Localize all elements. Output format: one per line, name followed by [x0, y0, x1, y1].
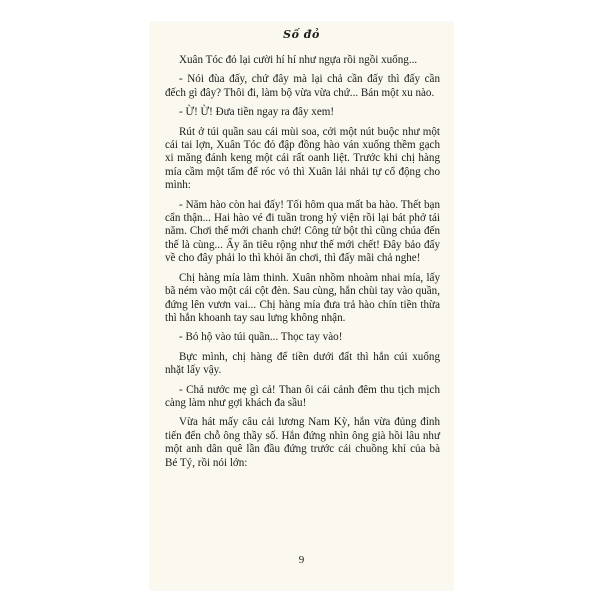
paragraph: Rút ở túi quần sau cái mùi soa, cởi một nút buộc như một cái tai lợn, Xuân Tóc đỏ đập đồng hào ván xuống thềm gạch xi măng đánh keng một cái rất oanh liệt. Trước khi chị hàng mía cầm một tấm để róc vỏ thì Xuân lải nhải tự cổ động cho mình:	[165, 125, 440, 192]
paragraph: - Nói đùa đấy, chứ đây mà lại chả cần đấy thì đấy cần đếch gì đây? Thôi đi, làm bộ vừa vừa chứ... Bán một xu nào.	[165, 73, 440, 99]
running-header: Số đỏ	[283, 28, 320, 41]
paragraph: Xuân Tóc đỏ lại cười hí hí như ngựa rồi ngồi xuống...	[179, 54, 418, 66]
paragraph: - Ừ! Ừ! Đưa tiền ngay ra đây xem!	[179, 106, 335, 119]
page-number: 9	[298, 554, 305, 566]
page-body	[165, 54, 440, 476]
book-page	[150, 22, 453, 590]
paragraph: - Chả nước mẹ gì cả! Than ôi cái cảnh đêm thu tịch mịch càng làm như gợi khách đa sầu!	[165, 383, 440, 409]
paragraph: Chị hàng mía làm thinh. Xuân nhồm nhoàm nhai mía, lấy bã ném vào một cái cột đèn. Sau cùng, hắn chùi tay vào quần, đứng lên vươn vai... Chị hàng mía đưa trả hào chín tiền thừa thì hắn khoanh tay sau lưng không nhận.	[165, 271, 440, 324]
paragraph: - Năm hào còn hai đấy! Tối hôm qua mất ba hào. Thết bạn cẩn thận... Hai hào vé đi tuần trong hý viện rồi lại bát phở tái năm. Chơi thế mới chanh chứ! Công tử bột thì cũng chúa đến thế là cùng... Ấy ăn tiêu rộng như thế mới chết! Đây bảo đấy về cho đây phải lo thì khỏi ăn chơi, thì đấy mãi chả nghe!	[165, 198, 440, 265]
paragraph: Bực mình, chị hàng để tiền dưới đất thì hắn cúi xuống nhặt lấy vậy.	[165, 350, 440, 377]
paragraph: Vừa hát mấy câu cải lương Nam Kỳ, hắn vừa đủng đỉnh tiến đến chỗ ông thầy số. Hắn đứng nhìn ông già hồi lâu như một anh dân quê lần đầu đứng trước cái chuồng khỉ của bà Bé Tý, rồi nói lớn:	[165, 416, 440, 469]
paragraph: - Bỏ hộ vào túi quần... Thọc tay vào!	[179, 331, 343, 344]
